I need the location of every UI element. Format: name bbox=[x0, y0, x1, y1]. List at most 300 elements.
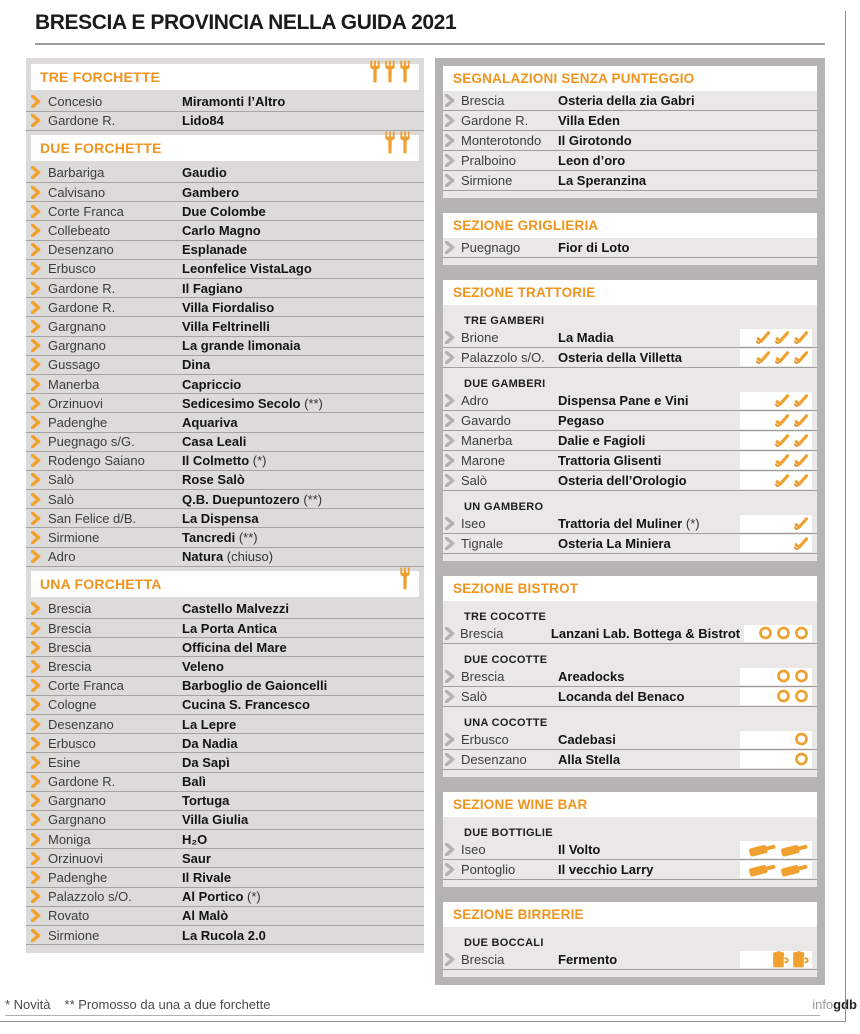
restaurant-row bbox=[26, 241, 424, 260]
bottle-icon bbox=[780, 841, 809, 857]
cocotte-icon bbox=[776, 626, 791, 640]
chevron-right-icon bbox=[445, 94, 455, 107]
restaurant-name: Fermento bbox=[558, 951, 618, 967]
restaurant-row bbox=[443, 411, 817, 431]
row-bullet bbox=[31, 205, 48, 218]
restaurant-name: Areadocks bbox=[558, 668, 625, 684]
restaurant-row bbox=[443, 328, 817, 348]
footer bbox=[5, 997, 857, 1012]
place-label: Salò bbox=[461, 472, 488, 488]
gambero-icon bbox=[793, 350, 809, 365]
place-label: Pralboino bbox=[461, 152, 516, 168]
row-bullet bbox=[31, 320, 48, 333]
chevron-right-icon bbox=[31, 890, 41, 903]
gambero-icon bbox=[755, 330, 771, 345]
gambero-icon bbox=[793, 393, 809, 408]
place-label: Concesio bbox=[48, 94, 103, 110]
restaurant-row bbox=[26, 677, 424, 696]
restaurant-name: Dispensa Pane e Vini bbox=[558, 392, 689, 408]
restaurant-row bbox=[26, 202, 424, 221]
chevron-right-icon bbox=[31, 473, 41, 486]
place-label: Esine bbox=[48, 754, 81, 770]
row-bullet bbox=[445, 94, 461, 107]
place-label: Pontoglio bbox=[461, 861, 516, 877]
restaurant-name: Rose Salò bbox=[182, 472, 245, 488]
restaurant-name: La Rucola 2.0 bbox=[182, 927, 266, 943]
restaurant-row bbox=[443, 131, 817, 151]
row-bullet bbox=[31, 622, 48, 635]
gambero-icon bbox=[793, 536, 809, 551]
row-bullet bbox=[445, 394, 461, 407]
place-label: Sirmione bbox=[48, 530, 100, 546]
chevron-right-icon bbox=[31, 339, 41, 352]
restaurant-name: Castello Malvezzi bbox=[182, 601, 289, 617]
restaurant-name: Balì bbox=[182, 774, 206, 790]
right-card-sezione-trattorie bbox=[443, 280, 817, 561]
row-bullet bbox=[445, 414, 461, 427]
row-bullet bbox=[31, 435, 48, 448]
row-bullet bbox=[31, 166, 48, 179]
row-bullet bbox=[31, 282, 48, 295]
place-label: Brione bbox=[461, 329, 499, 345]
chevron-right-icon bbox=[31, 852, 41, 865]
section-header bbox=[31, 135, 419, 161]
restaurant-row bbox=[26, 337, 424, 356]
row-bullet bbox=[31, 493, 48, 506]
row-bullet bbox=[31, 852, 48, 865]
row-bullet bbox=[445, 627, 460, 640]
section-title: SEZIONE BISTROT bbox=[443, 576, 817, 601]
chevron-right-icon bbox=[31, 301, 41, 314]
restaurant-name: Veleno bbox=[182, 658, 224, 674]
gambero-icon bbox=[774, 433, 790, 448]
place-label: Erbusco bbox=[48, 261, 96, 277]
restaurant-row bbox=[443, 471, 817, 491]
right-card-sezione-bistrot bbox=[443, 576, 817, 777]
chevron-right-icon bbox=[445, 953, 455, 966]
chevron-right-icon bbox=[445, 394, 455, 407]
row-bullet bbox=[445, 454, 461, 467]
place-label: Iseo bbox=[461, 515, 486, 531]
chevron-right-icon bbox=[31, 512, 41, 525]
place-label: Palazzolo s/O. bbox=[48, 889, 132, 905]
row-bullet bbox=[31, 679, 48, 692]
restaurant-name: La grande limonaia bbox=[182, 338, 301, 354]
restaurant-name: Osteria La Miniera bbox=[558, 535, 671, 551]
chevron-right-icon bbox=[31, 641, 41, 654]
restaurant-name: La Dispensa bbox=[182, 510, 259, 526]
place-label: Padenghe bbox=[48, 870, 108, 886]
restaurant-row bbox=[26, 696, 424, 715]
restaurant-name: Dina bbox=[182, 357, 211, 373]
rating-icons bbox=[740, 668, 812, 685]
row-bullet bbox=[31, 473, 48, 486]
rating-icons bbox=[740, 329, 812, 346]
row-bullet bbox=[31, 737, 48, 750]
section-title: SEZIONE WINE BAR bbox=[443, 792, 817, 817]
row-bullet bbox=[445, 953, 461, 966]
chevron-right-icon bbox=[31, 718, 41, 731]
chevron-right-icon bbox=[445, 474, 455, 487]
place-label: Salò bbox=[461, 688, 488, 704]
restaurant-row bbox=[443, 111, 817, 131]
place-label: Manerba bbox=[461, 432, 513, 448]
place-label: Brescia bbox=[461, 951, 505, 967]
restaurant-row bbox=[26, 452, 424, 471]
place-label: Puegnago s/G. bbox=[48, 434, 135, 450]
rating-icons bbox=[740, 472, 812, 489]
restaurant-name: Aquariva bbox=[182, 414, 238, 430]
chevron-right-icon bbox=[445, 863, 455, 876]
restaurant-name: Lido84 bbox=[182, 113, 224, 129]
restaurant-row bbox=[26, 868, 424, 887]
row-bullet bbox=[31, 718, 48, 731]
place-label: Brescia bbox=[460, 625, 504, 641]
restaurant-name: Lanzani Lab. Bottega & Bistrot bbox=[550, 625, 741, 641]
restaurant-name: Natura (chiuso) bbox=[182, 549, 274, 565]
restaurant-name: Osteria della Villetta bbox=[558, 349, 683, 365]
name-suffix: (**) bbox=[303, 491, 323, 507]
restaurant-row bbox=[443, 451, 817, 471]
restaurant-row bbox=[26, 619, 424, 638]
gambero-icon bbox=[793, 413, 809, 428]
restaurant-row bbox=[26, 471, 424, 490]
restaurant-row bbox=[26, 164, 424, 183]
restaurant-row bbox=[26, 375, 424, 394]
restaurant-name: Barboglio de Gaioncelli bbox=[182, 678, 328, 694]
restaurant-name: Q.B. Duepuntozero (**) bbox=[182, 491, 323, 507]
restaurant-row bbox=[26, 548, 424, 567]
chevron-right-icon bbox=[31, 756, 41, 769]
restaurant-row bbox=[443, 750, 817, 770]
restaurant-name: Officina del Mare bbox=[182, 639, 287, 655]
row-bullet bbox=[31, 95, 48, 108]
restaurant-row bbox=[26, 93, 424, 112]
row-bullet bbox=[445, 114, 461, 127]
chevron-right-icon bbox=[445, 454, 455, 467]
page-title: BRESCIA E PROVINCIA NELLA GUIDA 2021 bbox=[35, 11, 457, 34]
restaurant-row bbox=[443, 624, 817, 644]
chevron-right-icon bbox=[445, 517, 455, 530]
gambero-icon bbox=[793, 453, 809, 468]
gambero-icon bbox=[774, 393, 790, 408]
place-label: Marone bbox=[461, 452, 506, 468]
chevron-right-icon bbox=[31, 358, 41, 371]
place-label: Puegnago bbox=[461, 239, 521, 255]
restaurant-name: Gaudio bbox=[182, 165, 227, 181]
restaurant-row bbox=[26, 734, 424, 753]
restaurant-row bbox=[26, 183, 424, 202]
chevron-right-icon bbox=[31, 416, 41, 429]
chevron-right-icon bbox=[445, 331, 455, 344]
chevron-right-icon bbox=[31, 909, 41, 922]
fork-icons bbox=[370, 60, 410, 83]
row-bullet bbox=[31, 454, 48, 467]
chevron-right-icon bbox=[31, 737, 41, 750]
chevron-right-icon bbox=[31, 435, 41, 448]
chevron-right-icon bbox=[445, 434, 455, 447]
restaurant-row bbox=[26, 279, 424, 298]
restaurant-name: Da Nadia bbox=[182, 735, 238, 751]
restaurant-name: Al Malò bbox=[182, 908, 229, 924]
gambero-icon bbox=[755, 350, 771, 365]
group-label-una-cocotte: UNA COCOTTE bbox=[464, 716, 548, 729]
restaurant-row bbox=[26, 433, 424, 452]
rating-icons bbox=[740, 412, 812, 429]
restaurant-name: Fior di Loto bbox=[558, 239, 630, 255]
restaurant-name: Da Sapì bbox=[182, 754, 230, 770]
restaurant-row bbox=[443, 667, 817, 687]
row-bullet bbox=[445, 517, 461, 530]
row-bullet bbox=[31, 243, 48, 256]
restaurant-row bbox=[443, 171, 817, 191]
restaurant-name: Leonfelice VistaLago bbox=[182, 261, 312, 277]
restaurant-name: Il Colmetto (*) bbox=[182, 453, 267, 469]
restaurant-name: Cucina S. Francesco bbox=[182, 697, 310, 713]
rating-icons bbox=[740, 951, 812, 968]
restaurant-row bbox=[443, 151, 817, 171]
footnote-promoted: ** Promosso da una a due forchette bbox=[64, 996, 271, 1012]
place-label: Adro bbox=[48, 549, 76, 565]
restaurant-row bbox=[26, 753, 424, 772]
restaurant-name: Dalie e Fagioli bbox=[558, 432, 646, 448]
place-label: Gussago bbox=[48, 357, 101, 373]
row-bullet bbox=[31, 833, 48, 846]
gambero-icon bbox=[793, 473, 809, 488]
place-label: Calvisano bbox=[48, 184, 106, 200]
gambero-icon bbox=[793, 516, 809, 531]
cocotte-icon bbox=[776, 689, 791, 703]
restaurant-name: Trattoria Glisenti bbox=[558, 452, 662, 468]
group-label-tre-gamberi: TRE GAMBERI bbox=[464, 314, 545, 327]
chevron-right-icon bbox=[31, 833, 41, 846]
fork-icon bbox=[370, 60, 380, 83]
row-bullet bbox=[31, 416, 48, 429]
chevron-right-icon bbox=[31, 602, 41, 615]
row-bullet bbox=[445, 843, 461, 856]
restaurant-row bbox=[26, 657, 424, 676]
row-bullet bbox=[445, 753, 461, 766]
restaurant-name: Tancredi (**) bbox=[182, 530, 258, 546]
cocotte-icon bbox=[794, 669, 809, 683]
row-bullet bbox=[31, 378, 48, 391]
restaurant-name: Saur bbox=[182, 850, 211, 866]
restaurant-name: Osteria della zia Gabri bbox=[558, 92, 695, 108]
fork-icon bbox=[400, 60, 410, 83]
gambero-icon bbox=[793, 330, 809, 345]
restaurant-row bbox=[26, 773, 424, 792]
chevron-right-icon bbox=[31, 186, 41, 199]
gambero-icon bbox=[774, 473, 790, 488]
row-bullet bbox=[445, 241, 461, 254]
chevron-right-icon bbox=[31, 262, 41, 275]
restaurant-row bbox=[443, 840, 817, 860]
cocotte-icon bbox=[794, 689, 809, 703]
row-bullet bbox=[31, 794, 48, 807]
restaurant-name: La Lepre bbox=[182, 716, 237, 732]
place-label: Adro bbox=[461, 392, 489, 408]
restaurant-row bbox=[26, 715, 424, 734]
chevron-right-icon bbox=[445, 537, 455, 550]
rating-icons bbox=[740, 861, 812, 878]
section-header bbox=[31, 64, 419, 90]
chevron-right-icon bbox=[31, 775, 41, 788]
rating-icons bbox=[744, 625, 812, 642]
row-bullet bbox=[445, 537, 461, 550]
cocotte-icon bbox=[794, 626, 809, 640]
rating-icons bbox=[740, 535, 812, 552]
bottle-icon bbox=[748, 861, 777, 877]
chevron-right-icon bbox=[445, 670, 455, 683]
row-bullet bbox=[445, 174, 461, 187]
restaurant-row bbox=[26, 112, 424, 131]
section-title: DUE FORCHETTE bbox=[40, 139, 162, 156]
chevron-right-icon bbox=[31, 282, 41, 295]
place-label: Brescia bbox=[461, 668, 505, 684]
restaurant-rows bbox=[26, 600, 424, 945]
rating-icons bbox=[740, 432, 812, 449]
restaurant-row bbox=[26, 888, 424, 907]
restaurant-name: Villa Feltrinelli bbox=[182, 318, 270, 334]
row-bullet bbox=[31, 813, 48, 826]
restaurant-name: Trattoria del Muliner (*) bbox=[558, 515, 700, 531]
place-label: Gargnano bbox=[48, 318, 106, 334]
chevron-right-icon bbox=[31, 794, 41, 807]
footnote-new: * Novità bbox=[5, 996, 51, 1012]
chevron-right-icon bbox=[31, 871, 41, 884]
gambero-icon bbox=[774, 413, 790, 428]
bottle-icon bbox=[748, 841, 777, 857]
restaurant-name: Alla Stella bbox=[558, 751, 621, 767]
row-bullet bbox=[31, 775, 48, 788]
row-bullet bbox=[31, 531, 48, 544]
restaurant-rows bbox=[26, 164, 424, 567]
left-section-due-forchette bbox=[26, 135, 424, 567]
place-label: Gargnano bbox=[48, 338, 106, 354]
restaurant-name: Leon d’oro bbox=[558, 152, 626, 168]
row-bullet bbox=[445, 863, 461, 876]
chevron-right-icon bbox=[445, 733, 455, 746]
restaurant-name: Il Volto bbox=[558, 841, 601, 857]
right-card-sezione-birrerie bbox=[443, 902, 817, 977]
restaurant-row bbox=[26, 413, 424, 432]
place-label: Iseo bbox=[461, 841, 486, 857]
chevron-right-icon bbox=[31, 95, 41, 108]
place-label: Erbusco bbox=[461, 731, 509, 747]
place-label: Brescia bbox=[461, 92, 505, 108]
chevron-right-icon bbox=[445, 154, 455, 167]
cocotte-icon bbox=[776, 669, 791, 683]
chevron-right-icon bbox=[31, 698, 41, 711]
gambero-icon bbox=[774, 330, 790, 345]
place-label: Gargnano bbox=[48, 812, 106, 828]
place-label: Brescia bbox=[48, 620, 92, 636]
title-rule bbox=[35, 43, 825, 45]
row-bullet bbox=[31, 756, 48, 769]
cocotte-icon bbox=[794, 752, 809, 766]
restaurant-row bbox=[26, 926, 424, 945]
row-bullet bbox=[31, 909, 48, 922]
row-bullet bbox=[31, 262, 48, 275]
group-label-due-gamberi: DUE GAMBERI bbox=[464, 377, 546, 390]
row-bullet bbox=[31, 339, 48, 352]
restaurant-row bbox=[26, 528, 424, 547]
section-header bbox=[31, 571, 419, 597]
name-suffix: (*) bbox=[685, 515, 700, 531]
chevron-right-icon bbox=[31, 114, 41, 127]
place-label: Gardone R. bbox=[48, 774, 116, 790]
restaurant-name: Il Girotondo bbox=[558, 132, 632, 148]
fork-icon bbox=[385, 131, 395, 154]
chevron-right-icon bbox=[31, 660, 41, 673]
chevron-right-icon bbox=[445, 690, 455, 703]
section-title: SEZIONE TRATTORIE bbox=[443, 280, 817, 305]
row-bullet bbox=[31, 660, 48, 673]
fork-icon bbox=[385, 60, 395, 83]
group-label-tre-cocotte: TRE COCOTTE bbox=[464, 610, 547, 623]
chevron-right-icon bbox=[31, 813, 41, 826]
chevron-right-icon bbox=[31, 378, 41, 391]
place-label: Erbusco bbox=[48, 735, 96, 751]
chevron-right-icon bbox=[31, 550, 41, 563]
restaurant-name: Pegaso bbox=[558, 412, 605, 428]
row-bullet bbox=[31, 890, 48, 903]
cocotte-icon bbox=[758, 626, 773, 640]
restaurant-row bbox=[26, 600, 424, 619]
place-label: Brescia bbox=[48, 639, 92, 655]
row-bullet bbox=[31, 186, 48, 199]
restaurant-row bbox=[443, 687, 817, 707]
restaurant-row bbox=[26, 638, 424, 657]
row-bullet bbox=[31, 301, 48, 314]
restaurant-row bbox=[26, 317, 424, 336]
restaurant-row bbox=[26, 811, 424, 830]
row-bullet bbox=[31, 358, 48, 371]
place-label: Gardone R. bbox=[48, 280, 116, 296]
restaurant-name: Osteria dell’Orologio bbox=[558, 472, 687, 488]
restaurant-name: La Speranzina bbox=[558, 172, 647, 188]
place-label: Orzinuovi bbox=[48, 850, 103, 866]
chevron-right-icon bbox=[445, 414, 455, 427]
chevron-right-icon bbox=[31, 929, 41, 942]
brand-logo bbox=[812, 997, 857, 1012]
footer-rule bbox=[5, 1015, 820, 1016]
restaurant-name: Due Colombe bbox=[182, 203, 266, 219]
chevron-right-icon bbox=[31, 166, 41, 179]
place-label: Brescia bbox=[48, 601, 92, 617]
name-suffix: (**) bbox=[304, 395, 323, 411]
place-label: Cologne bbox=[48, 697, 97, 713]
row-bullet bbox=[445, 474, 461, 487]
row-bullet bbox=[31, 602, 48, 615]
restaurant-name: Casa Leali bbox=[182, 434, 247, 450]
place-label: Salò bbox=[48, 472, 75, 488]
group-label-due-cocotte: DUE COCOTTE bbox=[464, 653, 548, 666]
place-label: Tignale bbox=[461, 535, 504, 551]
left-panel bbox=[26, 58, 424, 954]
place-label: Padenghe bbox=[48, 414, 108, 430]
group-label-due-boccali: DUE BOCCALI bbox=[464, 936, 544, 949]
name-suffix: (*) bbox=[252, 453, 267, 469]
restaurant-name: Il Rivale bbox=[182, 870, 232, 886]
place-label: Gargnano bbox=[48, 793, 106, 809]
row-bullet bbox=[31, 641, 48, 654]
chevron-right-icon bbox=[445, 134, 455, 147]
restaurant-row bbox=[26, 849, 424, 868]
restaurant-row bbox=[26, 221, 424, 240]
restaurant-row bbox=[26, 509, 424, 528]
chevron-right-icon bbox=[445, 114, 455, 127]
